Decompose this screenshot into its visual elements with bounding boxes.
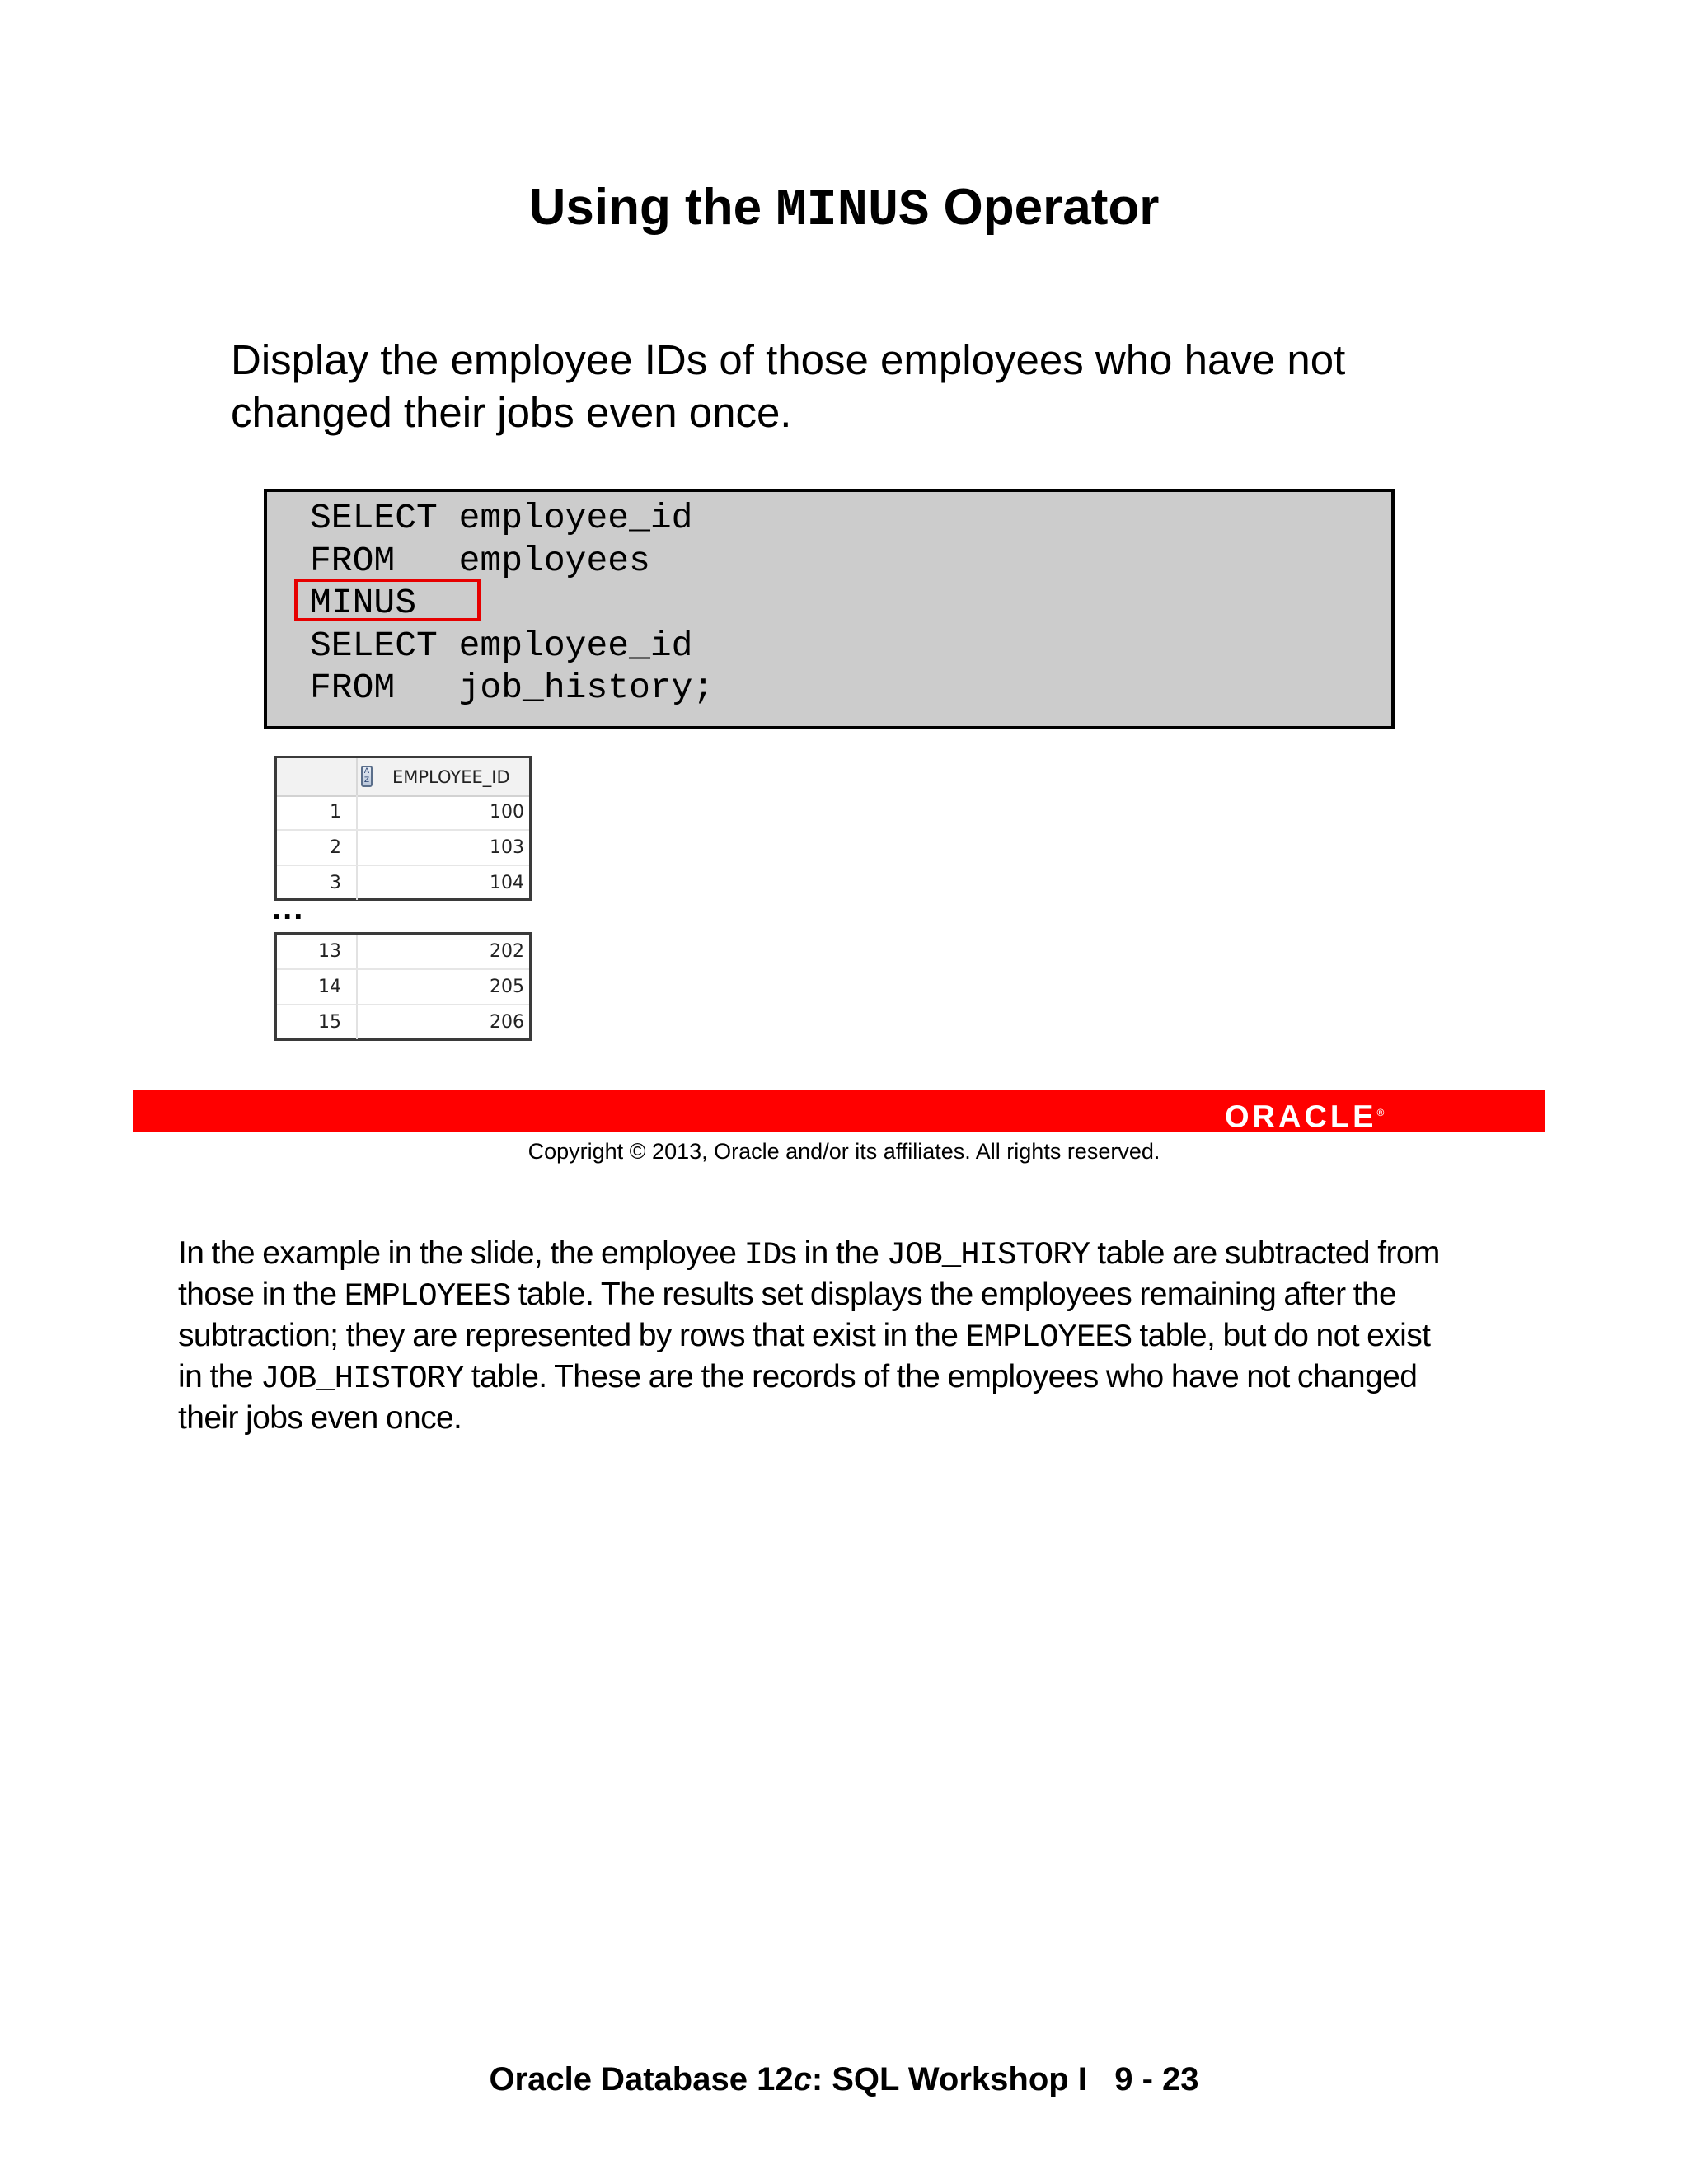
notes-paragraph	[178, 1234, 1538, 1438]
title-keyword: MINUS	[776, 181, 930, 240]
grid-header	[277, 758, 529, 797]
table-row[interactable]	[277, 866, 529, 902]
row-number: 15	[277, 1005, 358, 1039]
table-row[interactable]	[277, 935, 529, 970]
code-line: FROM employees	[310, 540, 650, 581]
code-line: SELECT employee_id	[310, 625, 693, 666]
employee-id-cell: 205	[490, 977, 524, 997]
code-line: SELECT employee_id	[310, 498, 693, 538]
table-row[interactable]	[277, 1005, 529, 1041]
column-header-employee-id[interactable]: EMPLOYEE_ID	[392, 767, 510, 787]
code-term-job-history: JOB_HISTORY	[886, 1237, 1090, 1273]
employee-id-cell: 206	[490, 1012, 524, 1033]
intro-line-2: changed their jobs even once.	[231, 389, 792, 436]
result-grid-bottom	[274, 932, 532, 1041]
sort-ascending-icon[interactable]: A Z	[361, 766, 373, 787]
logo-text: ORACLE	[1225, 1099, 1377, 1135]
notes-line-2: those in the EMPLOYEES table. The results set displays the employees remaining after the	[178, 1277, 1397, 1315]
employee-id-cell: 202	[490, 941, 524, 962]
page-footer: Oracle Database 12c: SQL Workshop I 9 - 23	[489, 2061, 1199, 2097]
notes-line-5: their jobs even once.	[178, 1400, 462, 1436]
title-prefix: Using the	[528, 179, 776, 236]
notes-line-4: in the JOB_HISTORY table. These are the records of the employees who have not changed	[178, 1359, 1418, 1397]
employee-id-cell: 100	[490, 802, 524, 823]
table-row[interactable]	[277, 970, 529, 1005]
result-grid-top	[274, 756, 532, 901]
code-term-job-history: JOB_HISTORY	[260, 1361, 464, 1397]
table-row[interactable]	[277, 831, 529, 866]
intro-text	[231, 334, 1467, 439]
registered-mark: ®	[1376, 1107, 1385, 1118]
copyright-notice: Copyright © 2013, Oracle and/or its affiliates. All rights reserved.	[528, 1139, 1160, 1164]
title-suffix: Operator	[929, 179, 1160, 236]
row-number: 3	[277, 866, 358, 900]
oracle-logo	[1225, 1096, 1384, 1134]
notes-line-3: subtraction; they are represented by rows that exist in the EMPLOYEES table, but do not exist	[178, 1318, 1431, 1356]
slide-title	[0, 175, 1688, 244]
employee-id-cell: 103	[490, 837, 524, 858]
row-number: 13	[277, 935, 358, 968]
sql-code-box	[264, 489, 1395, 729]
code-term-employees: EMPLOYEES	[344, 1278, 511, 1315]
code-term-id: ID	[743, 1237, 781, 1273]
row-number: 2	[277, 831, 358, 865]
minus-highlight-box	[294, 579, 481, 621]
employee-id-cell: 104	[490, 873, 524, 893]
rows-omitted-ellipsis: ...	[272, 890, 305, 926]
code-line-minus: MINUS	[310, 583, 417, 623]
code-line: FROM job_history;	[310, 668, 715, 708]
intro-line-1: Display the employee IDs of those employees who have not	[231, 336, 1346, 383]
table-row[interactable]	[277, 795, 529, 831]
row-number: 1	[277, 795, 358, 829]
notes-line-1: In the example in the slide, the employee IDs in the JOB_HISTORY table are subtracted from	[178, 1235, 1440, 1273]
row-number-header	[277, 758, 358, 795]
code-term-employees: EMPLOYEES	[965, 1319, 1132, 1356]
row-number: 14	[277, 970, 358, 1004]
